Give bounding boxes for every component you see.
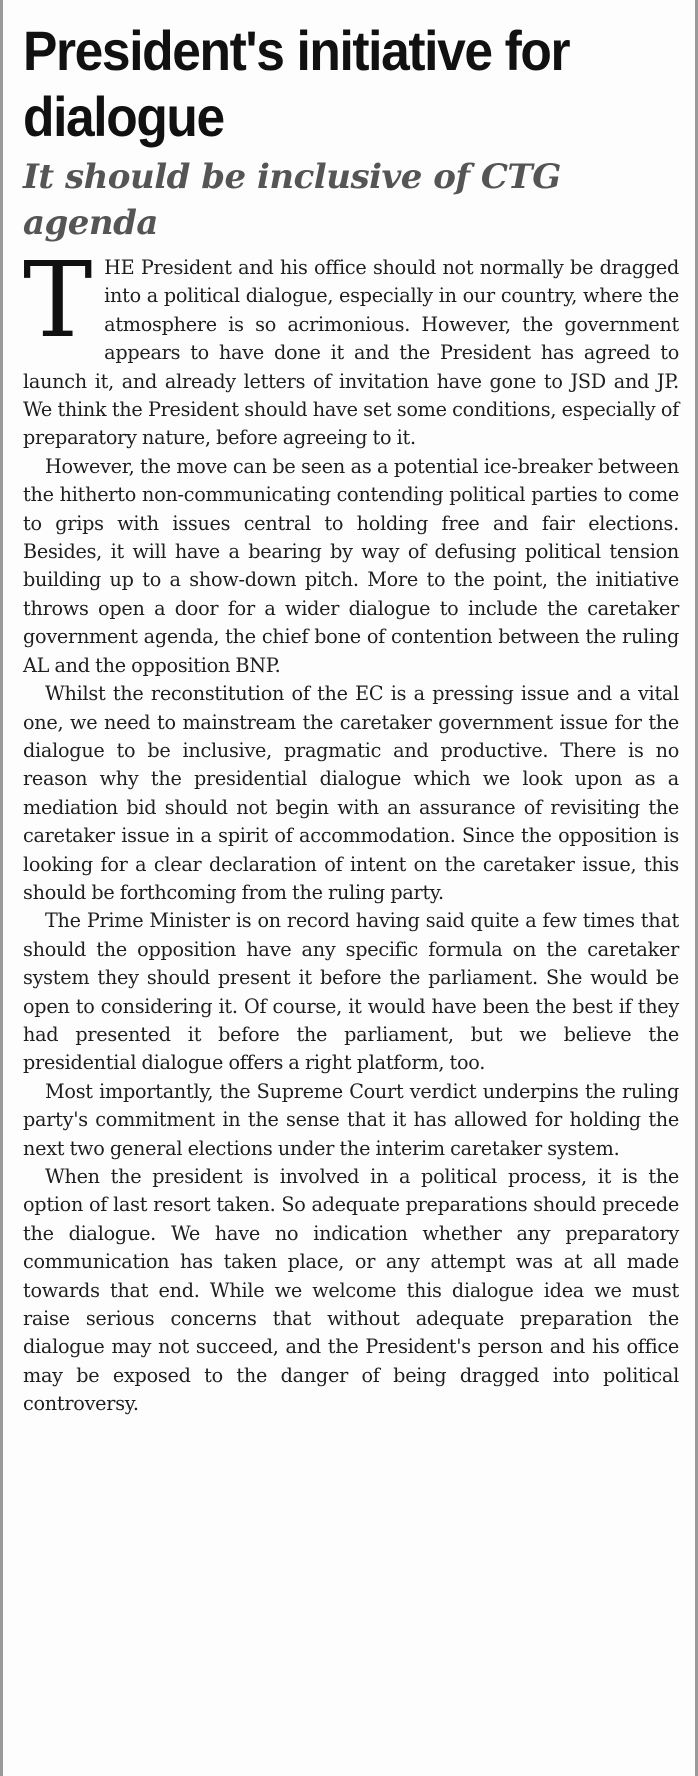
paragraph-1	[23, 239, 679, 453]
paragraph-3: Whilst the reconstitution of the EC is a pressing issue and a vital one, we need to mainstream the caretaker government issue for the dialogue to be inclusive, pragmatic and productive. There is no reason why the presidential dialogue which we look upon as a mediation bid should not begin with an assurance of revisiting the caretaker issue in a spirit of accommodation. Since the opposition is looking for a clear declaration of intent on the caretaker issue, this should be forthcoming from the ruling party.	[23, 682, 679, 904]
drop-cap: T	[23, 239, 93, 361]
paragraph-4: The Prime Minister is on record having said quite a few times that should the opposition have any specific formula on the caretaker system they should present it before the parliament. She would be open to considering it. Of course, it would have been the best if they had presented it before the parliament, but we believe the presidential dialogue offers a right platform, too.	[23, 909, 679, 1075]
subheadline: It should be inclusive of CTG agenda	[23, 157, 561, 243]
article-body	[23, 239, 679, 1419]
editorial-article	[23, 18, 679, 1419]
paragraph-1-text: HE President and his office should not normally be dragged into a political dialogue, especially in our country, where the atmosphere is so acrimonious. However, the government appears to have done it and the President has agreed to launch it, and already letters of invitation have gone to JSD and JP. We think the President should have set some conditions, especially of preparatory nature, before agreeing to it.	[23, 256, 679, 450]
paragraph-5: Most importantly, the Supreme Court verdict underpins the ruling party's commitment in the sense that it has allowed for holding the next two general elections under the interim caretaker system.	[23, 1079, 679, 1160]
paragraph-6: When the president is involved in a political process, it is the option of last resort taken. So adequate preparations should precede the dialogue. We have no indication whether any preparatory communication has taken place, or any attempt was at all made towards that end. While we welcome this dialogue idea we must raise serious concerns that without adequate preparation the dialogue may not succeed, and the President's person and his office may be exposed to the danger of being dragged into political controversy.	[23, 1165, 679, 1416]
paragraph-2: However, the move can be seen as a potential ice-breaker between the hitherto non-communicating contending political parties to come to grips with issues central to holding free and fair elections. Besides, it will have a bearing by way of defusing political tension building up to a show-down pitch. More to the point, the initiative throws open a door for a wider dialogue to include the caretaker government agenda, the chief bone of contention between the ruling AL and the opposition BNP.	[23, 454, 679, 677]
headline: President's initiative for dialogue	[23, 19, 570, 148]
